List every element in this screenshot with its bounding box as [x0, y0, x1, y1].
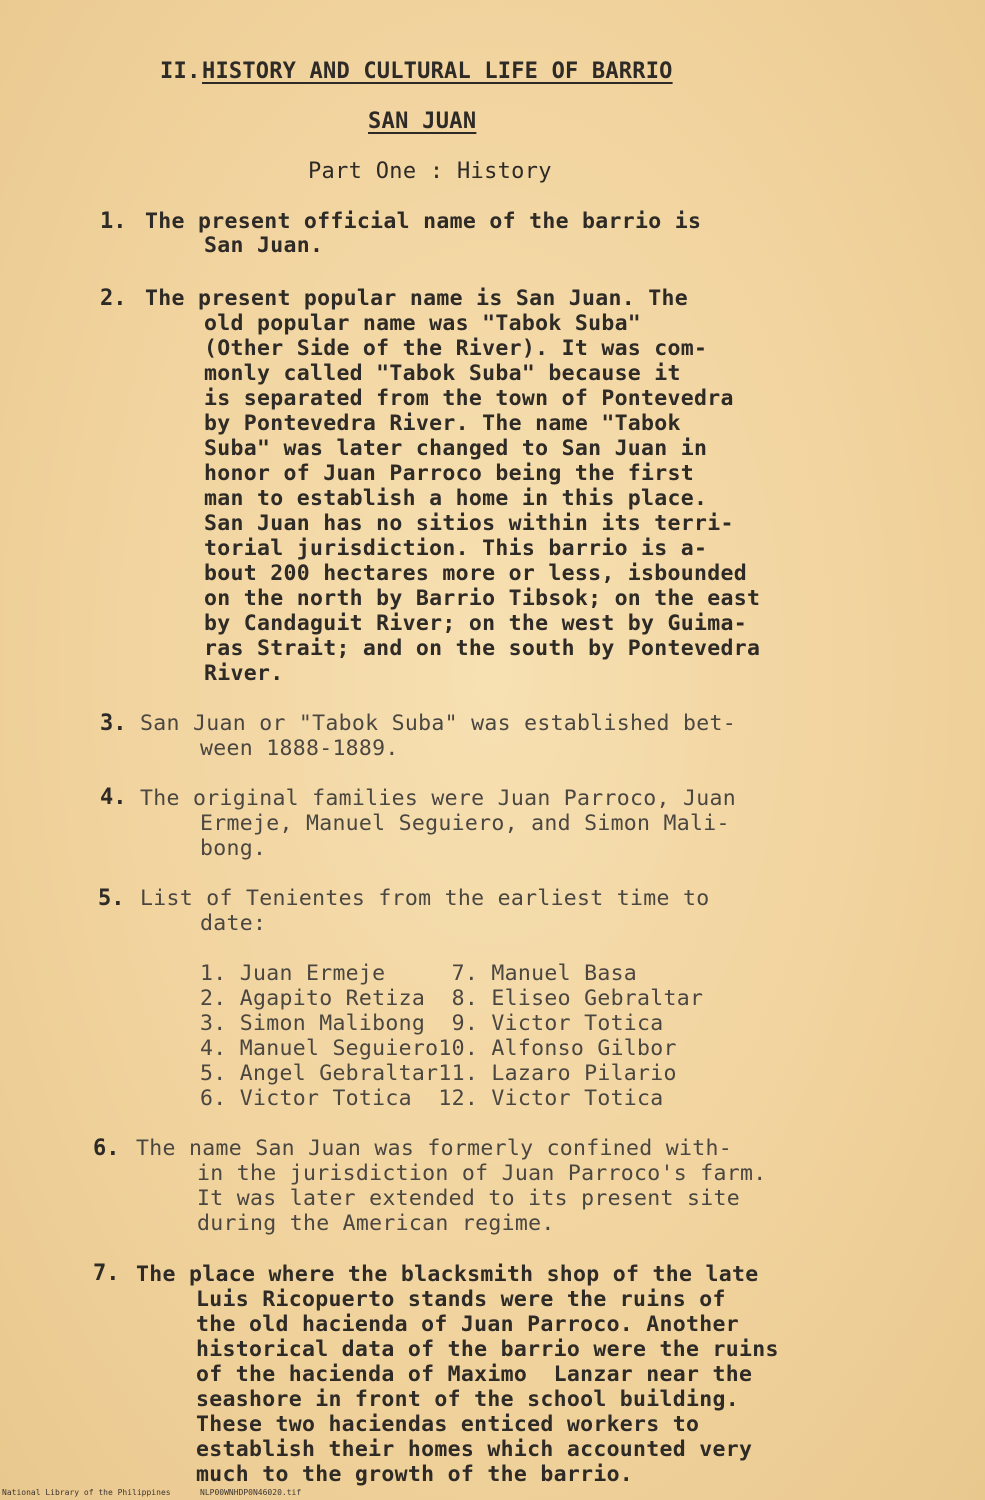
item-line: The name San Juan was formerly confined with- — [136, 1136, 732, 1161]
item-number: 4. — [100, 785, 127, 810]
item-line: torial jurisdiction. This barrio is a- — [204, 536, 708, 561]
item-line: The place where the blacksmith shop of the late — [136, 1262, 759, 1287]
item-line: in the jurisdiction of Juan Parroco's farm. — [197, 1161, 767, 1186]
item-number: 6. — [93, 1136, 120, 1161]
item-line: bong. — [200, 836, 267, 861]
item-line: Ermeje, Manuel Seguiero, and Simon Mali- — [200, 811, 730, 836]
item-number: 1. — [100, 209, 127, 234]
item-line: man to establish a home in this place. — [204, 486, 708, 511]
item-line: by Candaguit River; on the west by Guima- — [204, 611, 748, 636]
tenientes-row: 3. Simon Malibong 9. Victor Totica — [200, 1011, 664, 1036]
item-line: San Juan. — [204, 233, 324, 258]
item-line: (Other Side of the River). It was com- — [204, 336, 708, 361]
item-line: San Juan or "Tabok Suba" was established bet- — [140, 711, 736, 736]
item-line: The present popular name is San Juan. The — [145, 286, 689, 311]
item-line: the old hacienda of Juan Parroco. Another — [196, 1312, 740, 1337]
item-line: San Juan has no sitios within its terri- — [204, 511, 734, 536]
section-title-line1: HISTORY AND CULTURAL LIFE OF BARRIO — [202, 59, 673, 84]
item-number: 5. — [98, 886, 125, 911]
part-heading: Part One : History — [308, 159, 552, 184]
item-line: on the north by Barrio Tibsok; on the east — [204, 586, 761, 611]
item-line: honor of Juan Parroco being the first — [204, 461, 695, 486]
item-line: seashore in front of the school building. — [196, 1387, 740, 1412]
item-number: 7. — [93, 1261, 120, 1286]
item-line: is separated from the town of Pontevedra — [204, 386, 734, 411]
item-line: historical data of the barrio were the ruins — [196, 1337, 779, 1362]
item-line: These two haciendas enticed workers to — [196, 1412, 700, 1437]
item-line: The original families were Juan Parroco, Juan — [140, 786, 736, 811]
item-line: ween 1888-1889. — [200, 736, 399, 761]
item-line: List of Tenientes from the earliest time to — [140, 886, 710, 911]
item-line: during the American regime. — [197, 1211, 555, 1236]
item-line: of the hacienda of Maximo Lanzar near the — [196, 1362, 753, 1387]
tenientes-row: 2. Agapito Retiza 8. Eliseo Gebraltar — [200, 986, 704, 1011]
tenientes-row: 4. Manuel Seguiero10. Alfonso Gilbor — [200, 1036, 677, 1061]
item-line: old popular name was "Tabok Suba" — [204, 311, 642, 336]
item-line: by Pontevedra River. The name "Tabok — [204, 411, 681, 436]
item-line: The present official name of the barrio is — [145, 209, 702, 234]
section-roman: II. — [160, 59, 201, 84]
footer-library: National Library of the Philippines — [2, 1488, 171, 1497]
item-number: 3. — [100, 711, 127, 736]
item-line: Suba" was later changed to San Juan in — [204, 436, 708, 461]
section-title-line2: SAN JUAN — [368, 109, 477, 134]
tenientes-row: 6. Victor Totica 12. Victor Totica — [200, 1086, 664, 1111]
item-line: monly called "Tabok Suba" because it — [204, 361, 681, 386]
item-number: 2. — [100, 286, 127, 311]
item-line: date: — [200, 911, 267, 936]
item-line: bout 200 hectares more or less, isbounded — [204, 561, 748, 586]
item-line: much to the growth of the barrio. — [196, 1462, 634, 1487]
item-line: Luis Ricopuerto stands were the ruins of — [196, 1287, 726, 1312]
tenientes-row: 5. Angel Gebraltar11. Lazaro Pilario — [200, 1061, 677, 1086]
item-line: River. — [204, 661, 284, 686]
tenientes-row: 1. Juan Ermeje 7. Manuel Basa — [200, 961, 638, 986]
item-line: ras Strait; and on the south by Pontevedra — [204, 636, 761, 661]
item-line: It was later extended to its present site — [197, 1186, 741, 1211]
footer-file-id: NLP00WNHDP0N46020.tif — [200, 1488, 302, 1497]
item-line: establish their homes which accounted very — [196, 1437, 753, 1462]
